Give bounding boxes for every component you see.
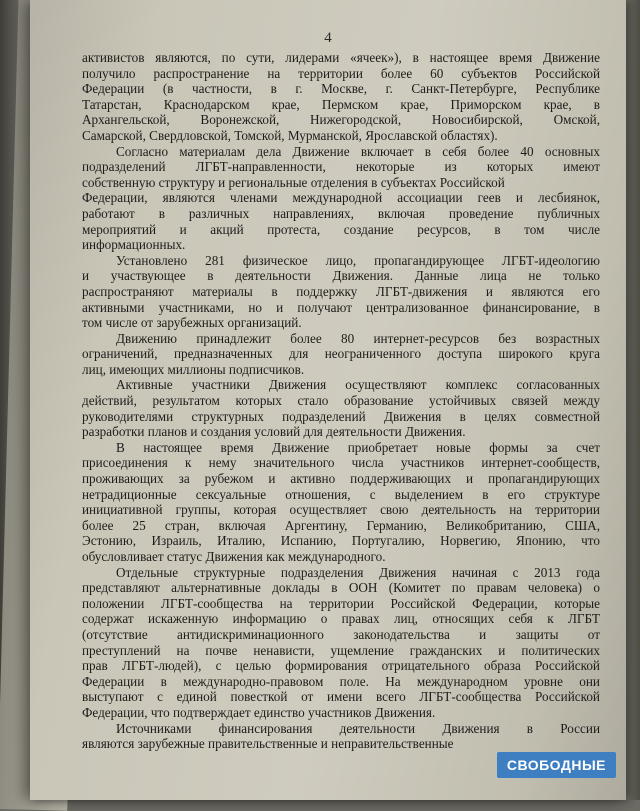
document-body xyxy=(82,50,600,752)
publisher-watermark: СВОБОДНЫЕ xyxy=(497,752,616,778)
text-line: мероприятий и акций протеста, создание ресурсов, в том числе xyxy=(82,221,600,237)
text-line: представляют альтернативные доклады в ООН (Комитет по правам человека) о xyxy=(82,580,600,596)
text-line: Федерации (в частности, в г. Москве, г. Санкт-Петербурге, Республике xyxy=(82,81,600,97)
text-line: лиц, имеющих миллионы подписчиков. xyxy=(82,361,305,377)
text-line: Татарстан, Краснодарском крае, Пермском крае, Приморском крае, в xyxy=(82,96,600,112)
text-line: являются зарубежные правительственные и неправительственные xyxy=(82,736,454,752)
text-line: подразделений ЛГБТ-направленности, некоторые из которых имеют xyxy=(82,159,600,175)
text-line: (отсутствие антидискриминационного законодательства и защиты от xyxy=(82,626,600,642)
text-line: выступают с единой повесткой от имени всего ЛГБТ-сообщества Российской xyxy=(82,689,600,705)
text-line: ограничений, предназначенных для неограниченного доступа широкого круга xyxy=(82,346,600,362)
text-line: и участвующее в деятельности Движения. Данные лица не только xyxy=(82,268,600,284)
text-line: активистов являются, по сути, лидерами «ячеек»), в настоящее время Движение xyxy=(82,50,600,65)
text-line: Архангельской, Воронежской, Нижегородской, Новосибирской, Омской, xyxy=(82,112,600,128)
text-line: положении ЛГБТ-сообщества на территории Российской Федерации, которые xyxy=(82,595,600,611)
text-line: распространяют материалы в поддержку ЛГБТ-движения и являются его xyxy=(82,283,600,299)
text-line: инициативной группы, которая осуществляет свою деятельность на территории xyxy=(82,502,600,518)
text-line: содержат искаженную информацию о правах лиц, относящих себя к ЛГБТ xyxy=(82,611,600,627)
text-line: прав ЛГБТ-людей), с целью формирования отрицательного образа Российской xyxy=(82,658,600,674)
text-line: Эстонию, Израиль, Италию, Испанию, Португалию, Норвегию, Японию, что xyxy=(82,533,600,549)
document-page xyxy=(30,0,626,800)
text-line: В настоящее время Движение приобретает новые формы за счет xyxy=(116,439,600,455)
text-line: проживающих за рубежом и активно поддерживающих и пропагандирующих xyxy=(82,471,600,487)
text-line: собственную структуру и региональные отделения в субъектах Российской xyxy=(82,174,505,190)
text-line: разработки планов и создания условий для деятельности Движения. xyxy=(82,424,466,440)
text-line: информационных. xyxy=(82,237,186,253)
text-line: работают в различных направлениях, включая проведение публичных xyxy=(82,205,600,221)
text-line: действий, результатом которых стало образование устойчивых связей между xyxy=(82,393,600,409)
text-line: Отдельные структурные подразделения Движения начиная с 2013 года xyxy=(116,564,600,580)
text-line: Согласно материалам дела Движение включает в себя более 40 основных xyxy=(116,143,600,159)
text-line: Источниками финансирования деятельности Движения в России xyxy=(116,720,600,736)
text-line: Федерации, что подтверждает единство участников Движения. xyxy=(82,704,436,720)
text-line: Активные участники Движения осуществляют комплекс согласованных xyxy=(116,377,600,393)
text-line: Федерации, являются членами международной ассоциации геев и лесбиянок, xyxy=(82,190,600,206)
text-line: преступлений на почве ненависти, ущемление гражданских и политических xyxy=(82,642,600,658)
text-line: том числе от зарубежных организаций. xyxy=(82,315,302,331)
text-line: нетрадиционные сексуальные отношения, с выделением в его структуре xyxy=(82,486,600,502)
page-number: 4 xyxy=(324,30,332,46)
text-line: руководителями структурных подразделений Движения в целях совместной xyxy=(82,408,600,424)
text-line: Движению принадлежит более 80 интернет-ресурсов без возрастных xyxy=(116,330,600,346)
text-line: присоединения к нему значительного числа участников интернет-сообществ, xyxy=(82,455,600,471)
text-line: более 25 стран, включая Аргентину, Германию, Великобританию, США, xyxy=(82,517,600,533)
text-line: Установлено 281 физическое лицо, пропагандирующее ЛГБТ-идеологию xyxy=(116,252,600,268)
text-line: обусловливает статус Движения как международного. xyxy=(82,549,386,564)
text-line: Федерации в международно-правовом поле. На международном уровне они xyxy=(82,673,600,689)
text-line: Самарской, Свердловской, Томской, Мурманской, Ярославской областях). xyxy=(82,127,498,143)
text-line: получило распространение на территории более 60 субъектов Российской xyxy=(82,65,600,81)
text-line: активными участниками, но и получают централизованное финансирование, в xyxy=(82,299,600,315)
